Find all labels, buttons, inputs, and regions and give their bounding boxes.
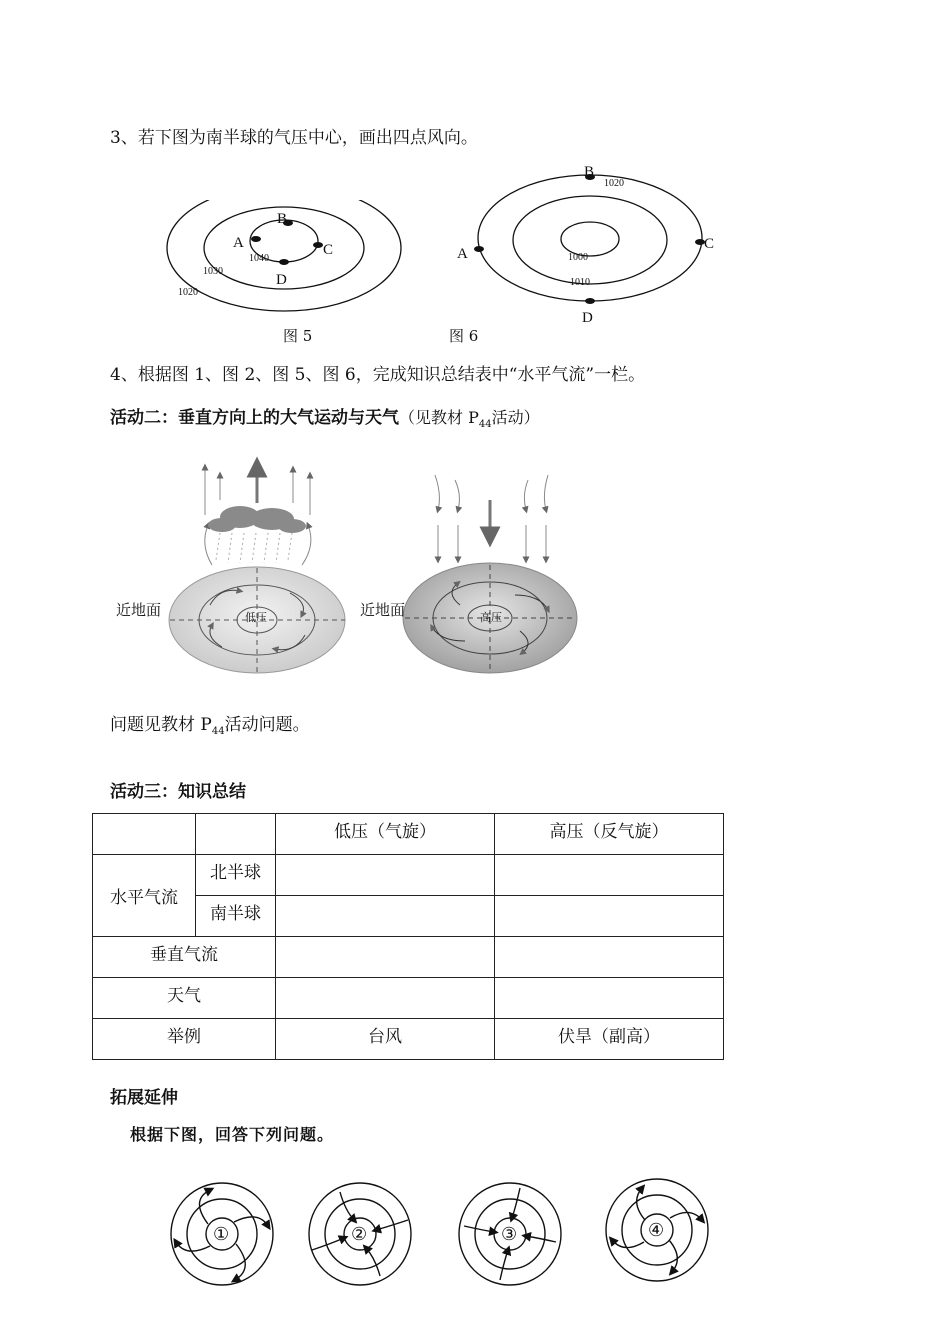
wind-circulation-diagrams xyxy=(160,1170,730,1290)
row-south-hemisphere: 南半球 xyxy=(196,896,276,937)
row-weather: 天气 xyxy=(93,978,276,1019)
fig6-point-c: C xyxy=(704,236,715,252)
fig5-caption: 图 5 xyxy=(283,327,313,345)
cell-example-low: 台风 xyxy=(276,1019,495,1060)
left-near-surface-label: 近地面 xyxy=(116,601,162,619)
cell-south-low[interactable] xyxy=(276,896,495,937)
cell-example-high: 伏旱（副高） xyxy=(495,1019,724,1060)
fig6-isobar-1020: 1020 xyxy=(604,178,624,189)
cell-north-low[interactable] xyxy=(276,855,495,896)
fig5-isobar-1020: 1020 xyxy=(178,287,198,298)
cell-vertical-low[interactable] xyxy=(276,937,495,978)
cell-weather-high[interactable] xyxy=(495,978,724,1019)
right-near-surface-label: 近地面 xyxy=(360,601,406,619)
fig5-isobar-1040: 1040 xyxy=(249,253,269,264)
circle-label-3: ③ xyxy=(501,1224,518,1245)
circle-label-2: ② xyxy=(351,1224,368,1245)
activity-2-note: 问题见教材 $P_{44}$活动问题。 xyxy=(110,715,310,738)
extension-question: 根据下图，回答下列问题。 xyxy=(130,1125,335,1144)
header-high-pressure: 高压（反气旋） xyxy=(495,814,724,855)
fig5-point-d: D xyxy=(276,272,287,288)
cell-south-high[interactable] xyxy=(495,896,724,937)
fig6-point-a: A xyxy=(457,246,468,262)
fig6-caption: 图 6 xyxy=(449,327,479,345)
table-row xyxy=(93,1019,724,1060)
fig5-isobar-1030: 1030 xyxy=(203,266,223,277)
row-north-hemisphere: 北半球 xyxy=(196,855,276,896)
table-row xyxy=(93,855,724,896)
fig5-point-b: B xyxy=(277,211,288,227)
activity-3-title: 活动三：知识总结 xyxy=(110,782,246,802)
circle-label-4: ④ xyxy=(648,1220,665,1241)
fig6-point-d: D xyxy=(582,310,593,326)
low-pressure-system xyxy=(169,467,345,673)
activity-2-title: 活动二：垂直方向上的大气运动与天气 xyxy=(110,408,399,428)
fig5-point-c: C xyxy=(323,242,334,258)
cell-vertical-high[interactable] xyxy=(495,937,724,978)
figure-6-isobar-diagram xyxy=(465,165,725,315)
low-pressure-label: 低压 xyxy=(245,611,267,624)
fig6-isobar-1000: 1000 xyxy=(568,252,588,263)
cell-weather-low[interactable] xyxy=(276,978,495,1019)
row-horizontal-flow: 水平气流 xyxy=(93,855,196,937)
high-pressure-system xyxy=(403,475,577,673)
fig6-point-b: B xyxy=(584,164,595,180)
circle-label-1: ① xyxy=(213,1224,230,1245)
extension-title: 拓展延伸 xyxy=(110,1088,178,1108)
cell-north-high[interactable] xyxy=(495,855,724,896)
question-3: 3、若下图为南半球的气压中心，画出四点风向。 xyxy=(110,128,478,148)
fig6-isobar-1010: 1010 xyxy=(570,277,590,288)
vertical-motion-diagram xyxy=(160,455,590,680)
table-row xyxy=(93,978,724,1019)
question-4: 4、根据图 1、图 2、图 5、图 6，完成知识总结表中“水平气流”一栏。 xyxy=(110,365,646,385)
fig5-point-a: A xyxy=(233,235,244,251)
high-pressure-label: 高压 xyxy=(480,611,502,624)
row-vertical-flow: 垂直气流 xyxy=(93,937,276,978)
table-row xyxy=(93,937,724,978)
header-low-pressure: 低压（气旋） xyxy=(276,814,495,855)
table-row xyxy=(93,814,724,855)
row-example: 举例 xyxy=(93,1019,276,1060)
knowledge-summary-table xyxy=(92,813,724,1060)
activity-2-heading: 活动二：垂直方向上的大气运动与天气（见教材 $P_{44}$活动） xyxy=(110,408,540,431)
